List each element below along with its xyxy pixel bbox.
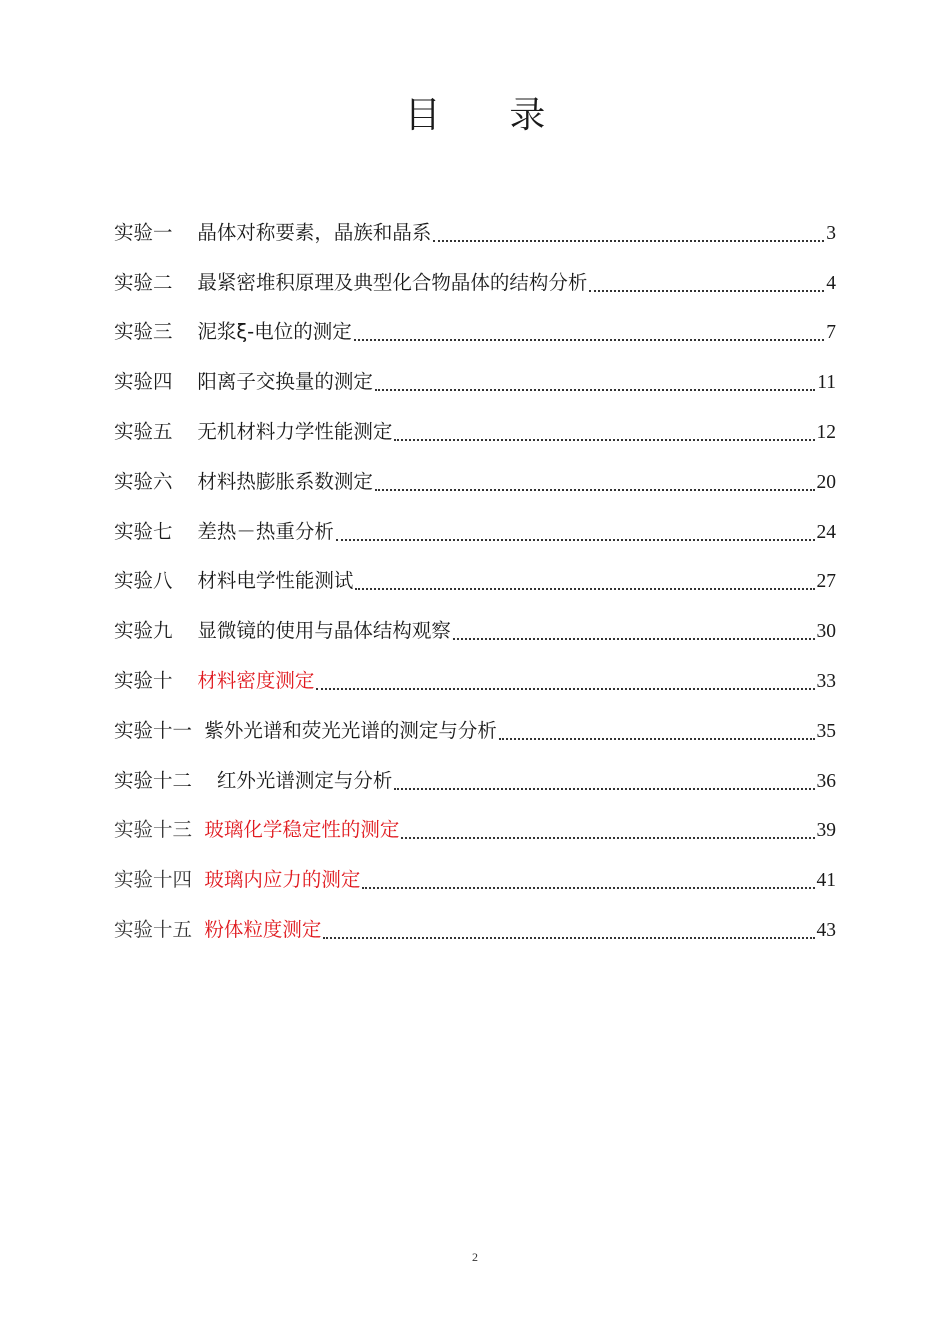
table-of-contents [114, 197, 836, 944]
toc-entry-title: 无机材料力学性能测定 [197, 419, 393, 443]
toc-entry-label: 实验十 [114, 668, 173, 692]
dot-leader [375, 488, 815, 491]
toc-row[interactable] [114, 396, 836, 446]
toc-entry-title: 粉体粒度测定 [204, 917, 322, 941]
toc-entry[interactable] [114, 814, 836, 844]
toc-entry-page: 4 [826, 272, 836, 294]
toc-entry-label: 实验七 [114, 519, 173, 543]
toc-entry-gap [192, 719, 204, 742]
toc-entry-title: 材料热膨胀系数测定 [197, 469, 373, 493]
toc-entry-label: 实验九 [114, 619, 173, 643]
toc-entry[interactable] [114, 416, 836, 446]
toc-row[interactable] [114, 496, 836, 546]
toc-entry-page: 30 [816, 621, 836, 643]
toc-row[interactable] [114, 844, 836, 894]
toc-entry[interactable] [114, 565, 836, 595]
toc-row[interactable] [114, 894, 836, 944]
toc-row[interactable] [114, 745, 836, 795]
toc-entry[interactable] [114, 316, 836, 346]
toc-entry-page: 39 [816, 820, 836, 842]
toc-row[interactable] [114, 346, 836, 396]
toc-entry-label: 实验一 [114, 220, 173, 244]
toc-row[interactable] [114, 595, 836, 645]
dot-leader [355, 587, 814, 590]
toc-entry[interactable] [114, 217, 836, 247]
toc-entry[interactable] [114, 864, 836, 894]
toc-entry-gap [192, 818, 204, 841]
dot-leader [375, 388, 815, 391]
dot-leader [323, 936, 814, 939]
toc-entry-page: 35 [816, 720, 836, 742]
toc-row[interactable] [114, 446, 836, 496]
toc-entry-title: 差热－热重分析 [197, 519, 334, 543]
toc-entry-page: 3 [826, 222, 836, 244]
toc-entry[interactable] [114, 516, 836, 546]
toc-entry-gap [173, 320, 198, 343]
toc-entry-label: 实验八 [114, 569, 173, 593]
toc-entry-label: 实验二 [114, 270, 173, 294]
dot-leader [394, 787, 814, 790]
toc-entry-title: 材料密度测定 [197, 668, 315, 692]
toc-entry-gap [173, 520, 198, 543]
toc-entry-title: 泥浆ξ-电位的测定 [197, 320, 352, 344]
toc-entry-page: 27 [816, 571, 836, 593]
toc-entry[interactable] [114, 765, 836, 795]
toc-entry-title: 红外光谱测定与分析 [216, 768, 393, 792]
toc-row[interactable] [114, 197, 836, 247]
toc-row[interactable] [114, 247, 836, 297]
toc-entry-page: 20 [816, 471, 836, 493]
page-number: 2 [472, 1250, 478, 1264]
toc-entry[interactable] [114, 466, 836, 496]
toc-row[interactable] [114, 795, 836, 845]
toc-entry-title: 晶体对称要素，晶族和晶系 [197, 220, 432, 244]
toc-entry[interactable] [114, 267, 836, 297]
toc-entry-label: 实验十二 [114, 768, 193, 792]
toc-entry[interactable] [114, 665, 836, 695]
toc-entry-title: 最紧密堆积原理及典型化合物晶体的结构分析 [197, 270, 588, 294]
dot-leader [354, 338, 825, 341]
dot-leader [394, 438, 814, 441]
toc-entry-title: 阳离子交换量的测定 [197, 370, 373, 394]
toc-entry[interactable] [114, 366, 836, 396]
dot-leader [433, 239, 824, 242]
toc-entry-gap [173, 370, 198, 393]
toc-entry-title: 紫外光谱和荧光光谱的测定与分析 [204, 718, 497, 742]
dot-leader [453, 637, 815, 640]
toc-entry-label: 实验五 [114, 419, 173, 443]
toc-row[interactable] [114, 546, 836, 596]
toc-entry-page: 36 [816, 770, 836, 792]
dot-leader [362, 886, 814, 889]
toc-entry-page: 7 [826, 322, 836, 344]
dot-leader [401, 836, 814, 839]
toc-entry-title: 玻璃内应力的测定 [204, 868, 361, 892]
toc-entry-gap [192, 769, 217, 792]
toc-entry-gap [173, 619, 198, 642]
toc-entry-gap [173, 420, 198, 443]
toc-title: 目 录 [404, 95, 546, 136]
toc-entry-page: 33 [816, 670, 836, 692]
toc-entry-gap [192, 868, 204, 891]
toc-entry-page: 12 [816, 421, 836, 443]
toc-entry-title: 材料电学性能测试 [197, 569, 354, 593]
toc-entry-gap [173, 669, 198, 692]
toc-entry-label: 实验四 [114, 370, 173, 394]
toc-entry-title: 显微镜的使用与晶体结构观察 [197, 619, 451, 643]
toc-entry-label: 实验十五 [114, 917, 193, 941]
dot-leader [589, 289, 824, 292]
toc-entry-gap [192, 918, 204, 941]
toc-row[interactable] [114, 695, 836, 745]
toc-entry-gap [173, 470, 198, 493]
toc-entry-label: 实验三 [114, 320, 173, 344]
toc-row[interactable] [114, 297, 836, 347]
dot-leader [336, 538, 815, 541]
toc-entry[interactable] [114, 914, 836, 944]
toc-entry-page: 41 [816, 870, 836, 892]
toc-entry-gap [173, 221, 198, 244]
dot-leader [316, 687, 814, 690]
toc-entry-label: 实验十三 [114, 818, 193, 842]
dot-leader [499, 737, 815, 740]
toc-row[interactable] [114, 645, 836, 695]
toc-entry-page: 43 [816, 919, 836, 941]
toc-entry-gap [173, 569, 198, 592]
toc-entry-page: 11 [817, 372, 836, 394]
toc-entry-title: 玻璃化学稳定性的测定 [204, 818, 400, 842]
toc-entry-label: 实验六 [114, 469, 173, 493]
toc-entry-label: 实验十四 [114, 868, 193, 892]
toc-entry[interactable] [114, 615, 836, 645]
toc-entry-page: 24 [816, 521, 836, 543]
toc-entry[interactable] [114, 715, 836, 745]
toc-entry-label: 实验十一 [114, 718, 193, 742]
toc-entry-gap [173, 271, 198, 294]
